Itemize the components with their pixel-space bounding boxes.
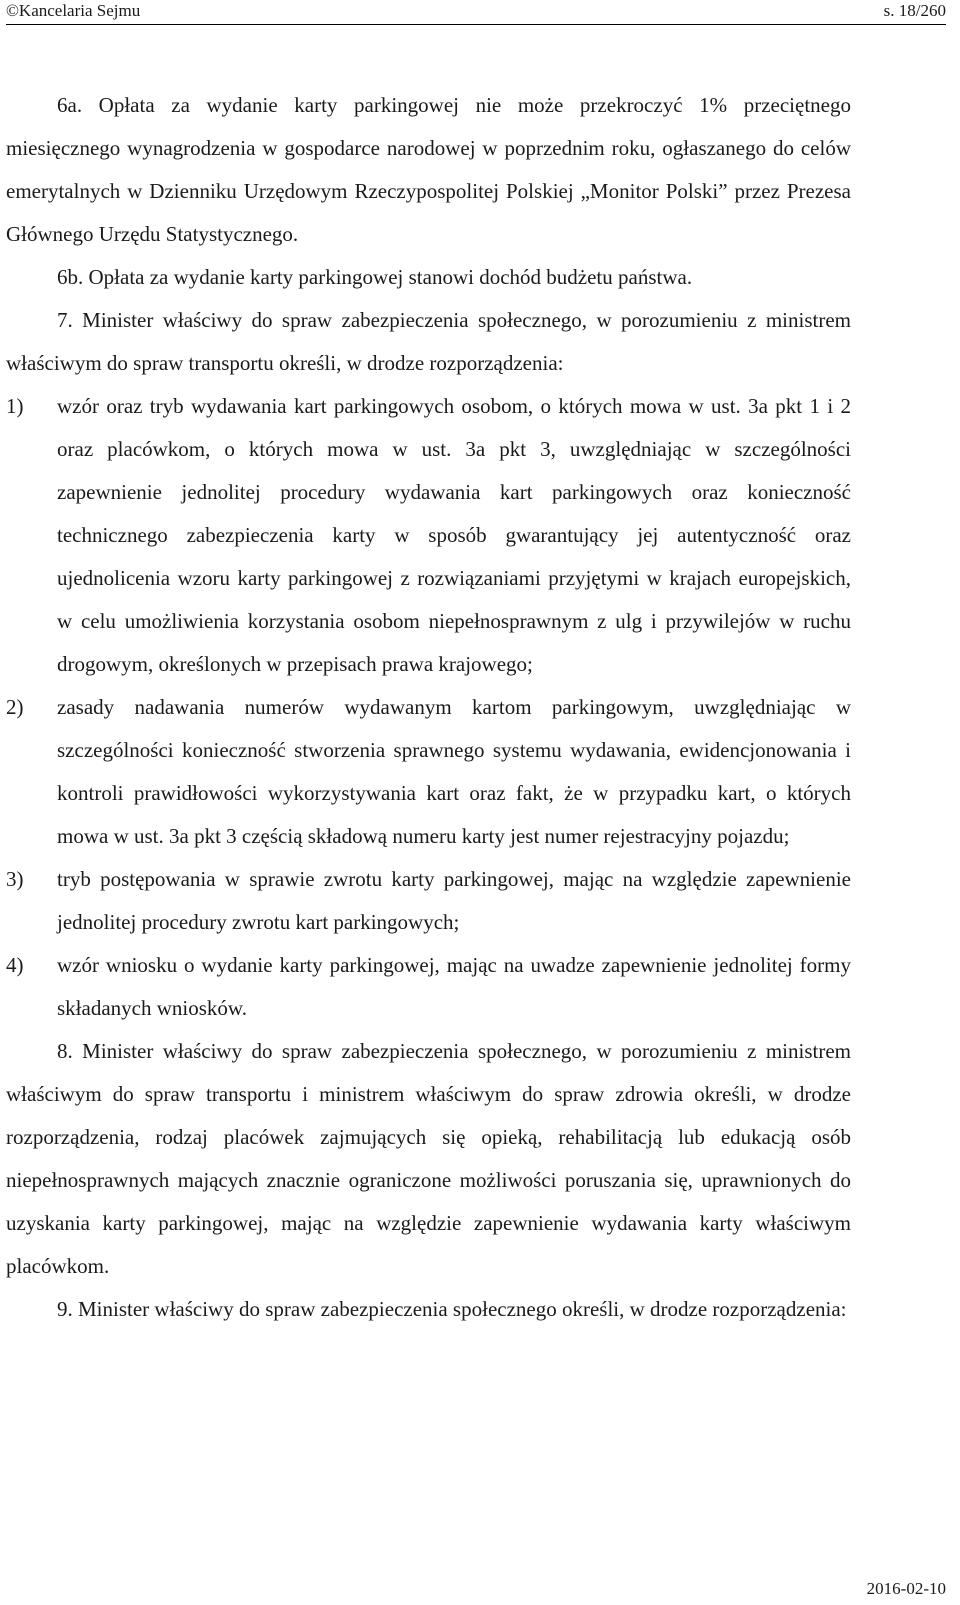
paragraph-6a: 6a. Opłata za wydanie karty parkingowej nie może przekroczyć 1% przeciętnego miesięcznego wynagrodzenia w gospodarce narodowej w poprzednim roku, ogłaszanego do celów emerytalnych w Dzienniku Urzędowym Rzeczypospolitej Polskiej „Monitor Polski” przez Prezesa Głównego Urzędu Statystycznego. <box>6 93 851 246</box>
paragraph-9: 9. Minister właściwy do spraw zabezpieczenia społecznego określi, w drodze rozporządzenia: <box>57 1297 847 1321</box>
list-item-text: wzór oraz tryb wydawania kart parkingowych osobom, o których mowa w ust. 3a pkt 1 i 2 oraz placówkom, o których mowa w ust. 3a pkt 3, uwzględniając w szczególności zapewnienie jednolitej procedury wydawania kart parkingowych oraz konieczność technicznego zabezpieczenia karty w sposób gwarantujący jej autentyczność oraz ujednolicenia wzoru karty parkingowej z rozwiązaniami przyjętymi w krajach europejskich, w celu umożliwienia korzystania osobom niepełnosprawnym z ulg i przywilejów w ruchu drogowym, określonych w przepisach prawa krajowego; <box>57 394 851 676</box>
publisher-label: ©Kancelaria Sejmu <box>6 1 141 20</box>
list-item-text: tryb postępowania w sprawie zwrotu karty parkingowej, mając na względzie zapewnienie jednolitej procedury zwrotu kart parkingowych; <box>57 867 851 934</box>
list-item-number: 3) <box>6 867 24 891</box>
page-number: s. 18/260 <box>883 1 946 20</box>
list-item-number: 4) <box>6 953 24 977</box>
page-header <box>6 0 946 25</box>
list-item-number: 2) <box>6 695 24 719</box>
list-item <box>6 385 851 686</box>
paragraph-7: 7. Minister właściwy do spraw zabezpieczenia społecznego, w porozumieniu z ministrem właściwym do spraw transportu określi, w drodze rozporządzenia: <box>6 308 851 375</box>
document-body <box>6 84 851 1331</box>
paragraph-6b: 6b. Opłata za wydanie karty parkingowej stanowi dochód budżetu państwa. <box>57 265 693 289</box>
list-item <box>6 858 851 944</box>
list-item-text: wzór wniosku o wydanie karty parkingowej, mając na uwadze zapewnienie jednolitej formy składanych wniosków. <box>57 953 851 1020</box>
list-item-text: zasady nadawania numerów wydawanym kartom parkingowym, uwzględniając w szczególności konieczność stworzenia sprawnego systemu wydawania, ewidencjonowania i kontroli prawidłowości wykorzystywania kart oraz fakt, że w przypadku kart, o których mowa w ust. 3a pkt 3 częścią składową numeru karty jest numer rejestracyjny pojazdu; <box>57 695 851 848</box>
list-item-number: 1) <box>6 394 24 418</box>
footer-date: 2016-02-10 <box>866 1579 946 1598</box>
list-item <box>6 944 851 1030</box>
paragraph-8: 8. Minister właściwy do spraw zabezpieczenia społecznego, w porozumieniu z ministrem właściwym do spraw transportu i ministrem właściwym do spraw zdrowia określi, w drodze rozporządzenia, rodzaj placówek zajmujących się opieką, rehabilitacją lub edukacją osób niepełnosprawnych mających znacznie ograniczone możliwości poruszania się, uprawnionych do uzyskania karty parkingowej, mając na względzie zapewnienie wydawania karty właściwym placówkom. <box>6 1039 851 1278</box>
list-item <box>6 686 851 858</box>
